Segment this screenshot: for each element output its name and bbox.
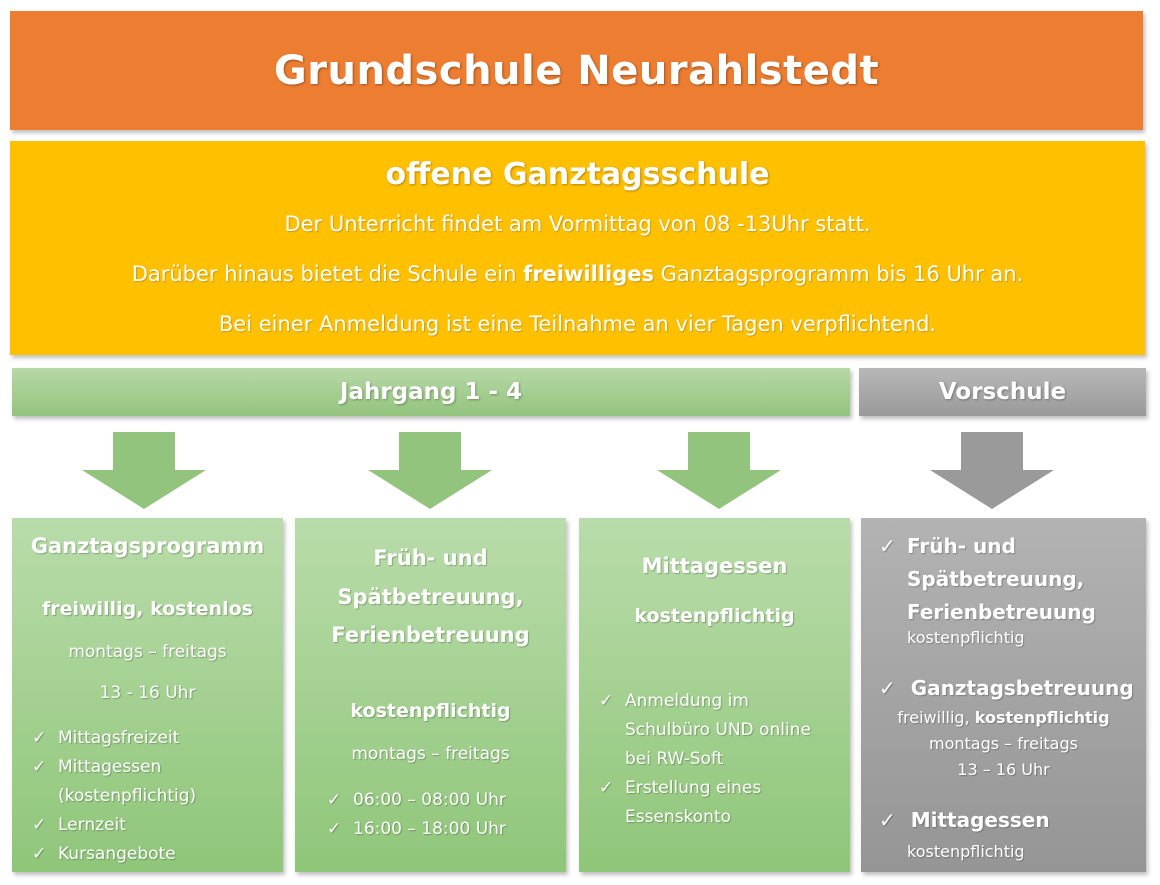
list-item-label: Lernzeit xyxy=(58,815,126,835)
info-line-2-bold: freiwilliges xyxy=(523,262,654,286)
box1-days: montags – freitags xyxy=(68,642,227,662)
info-line-2 xyxy=(10,262,1145,286)
list-item xyxy=(325,786,506,815)
list-item-continuation xyxy=(597,803,811,832)
box4-s2-note xyxy=(861,708,1146,727)
box4-s2-time: 13 – 16 Uhr xyxy=(957,760,1050,779)
check-icon: ✓ xyxy=(879,676,896,700)
check-icon: ✓ xyxy=(327,790,342,810)
list-item xyxy=(30,724,196,753)
down-arrow-icon xyxy=(366,432,494,510)
list-item xyxy=(30,753,196,782)
info-heading: offene Ganztagsschule xyxy=(385,157,770,192)
list-item-continuation xyxy=(30,782,196,811)
list-item-continuation xyxy=(597,716,811,745)
box4-s3-note: kostenpflichtig xyxy=(907,842,1025,861)
info-panel xyxy=(10,141,1145,355)
check-icon: ✓ xyxy=(879,534,896,558)
check-icon: ✓ xyxy=(32,815,47,835)
grade-header: Jahrgang 1 - 4 xyxy=(12,368,850,416)
box4-section-3 xyxy=(879,808,1050,832)
box1-list xyxy=(30,724,196,869)
box4-section-2 xyxy=(879,676,1134,700)
box2-list xyxy=(325,786,506,844)
list-item-label: (kostenpflichtig) xyxy=(58,786,197,806)
box4-s2-title: Ganztagsbetreuung xyxy=(910,676,1134,700)
down-arrow-icon xyxy=(80,432,208,510)
box4-s3-title: Mittagessen xyxy=(910,808,1050,832)
list-item xyxy=(30,811,196,840)
list-item xyxy=(30,840,196,869)
box1-time: 13 - 16 Uhr xyxy=(99,683,196,703)
check-icon: ✓ xyxy=(32,757,47,777)
list-item-label: Anmeldung im xyxy=(625,691,749,711)
list-item-label: 16:00 – 18:00 Uhr xyxy=(353,819,506,839)
ganztagsprogramm-box xyxy=(12,518,283,872)
info-line-2-start: Darüber hinaus bietet die Schule ein xyxy=(131,262,524,286)
check-icon: ✓ xyxy=(879,808,896,832)
box2-title-1: Früh- und xyxy=(373,546,488,570)
list-item-label: bei RW-Soft xyxy=(625,749,724,769)
box4-section-1 xyxy=(879,530,1096,629)
title-banner xyxy=(10,11,1143,130)
list-item-label: Schulbüro UND online xyxy=(625,720,811,740)
box2-title-2: Spätbetreuung, xyxy=(337,585,524,609)
box4-s1-line-1: Früh- und xyxy=(907,534,1016,558)
down-arrow-icon xyxy=(928,432,1056,510)
box3-title: Mittagessen xyxy=(641,554,788,578)
box4-s2-note-bold: kostenpflichtig xyxy=(974,708,1110,727)
school-title: Grundschule Neurahlstedt xyxy=(273,47,880,94)
box2-days: montags – freitags xyxy=(351,744,510,764)
list-item xyxy=(325,815,506,844)
box3-list xyxy=(597,687,811,832)
box3-subtitle: kostenpflichtig xyxy=(634,605,795,627)
box4-s2-note-start: freiwillig, xyxy=(897,708,975,727)
info-line-1: Der Unterricht findet am Vormittag von 08 -13Uhr statt. xyxy=(284,212,871,236)
list-item-continuation xyxy=(597,745,811,774)
box4-s1-line-2: Spätbetreuung, xyxy=(907,567,1085,591)
check-icon: ✓ xyxy=(599,778,614,798)
preschool-header: Vorschule xyxy=(859,368,1146,416)
check-icon: ✓ xyxy=(327,819,342,839)
info-line-2-end: Ganztagsprogramm bis 16 Uhr an. xyxy=(653,262,1024,286)
box1-subtitle: freiwillig, kostenlos xyxy=(42,598,253,620)
box4-s2-days: montags – freitags xyxy=(929,734,1078,753)
check-icon: ✓ xyxy=(32,728,47,748)
vorschule-box xyxy=(861,518,1146,872)
box4-s1-line-3: Ferienbetreuung xyxy=(907,600,1096,624)
check-icon: ✓ xyxy=(599,691,614,711)
list-item-label: Mittagessen xyxy=(58,757,162,777)
box1-title: Ganztagsprogramm xyxy=(30,534,265,558)
list-item-label: Essenskonto xyxy=(625,807,732,827)
box4-s1-note: kostenpflichtig xyxy=(907,628,1025,647)
box2-subtitle: kostenpflichtig xyxy=(350,700,511,722)
list-item xyxy=(597,774,811,803)
list-item-label: Erstellung eines xyxy=(625,778,762,798)
mittagessen-box xyxy=(579,518,850,872)
list-item-label: Kursangebote xyxy=(58,844,176,864)
list-item-label: Mittagsfreizeit xyxy=(58,728,180,748)
list-item-label: 06:00 – 08:00 Uhr xyxy=(353,790,506,810)
box2-title-3: Ferienbetreuung xyxy=(331,623,530,647)
check-icon: ✓ xyxy=(32,844,47,864)
down-arrow-icon xyxy=(655,432,783,510)
info-line-3: Bei einer Anmeldung ist eine Teilnahme an vier Tagen verpflichtend. xyxy=(218,312,937,336)
list-item xyxy=(597,687,811,716)
betreuung-box xyxy=(295,518,566,872)
